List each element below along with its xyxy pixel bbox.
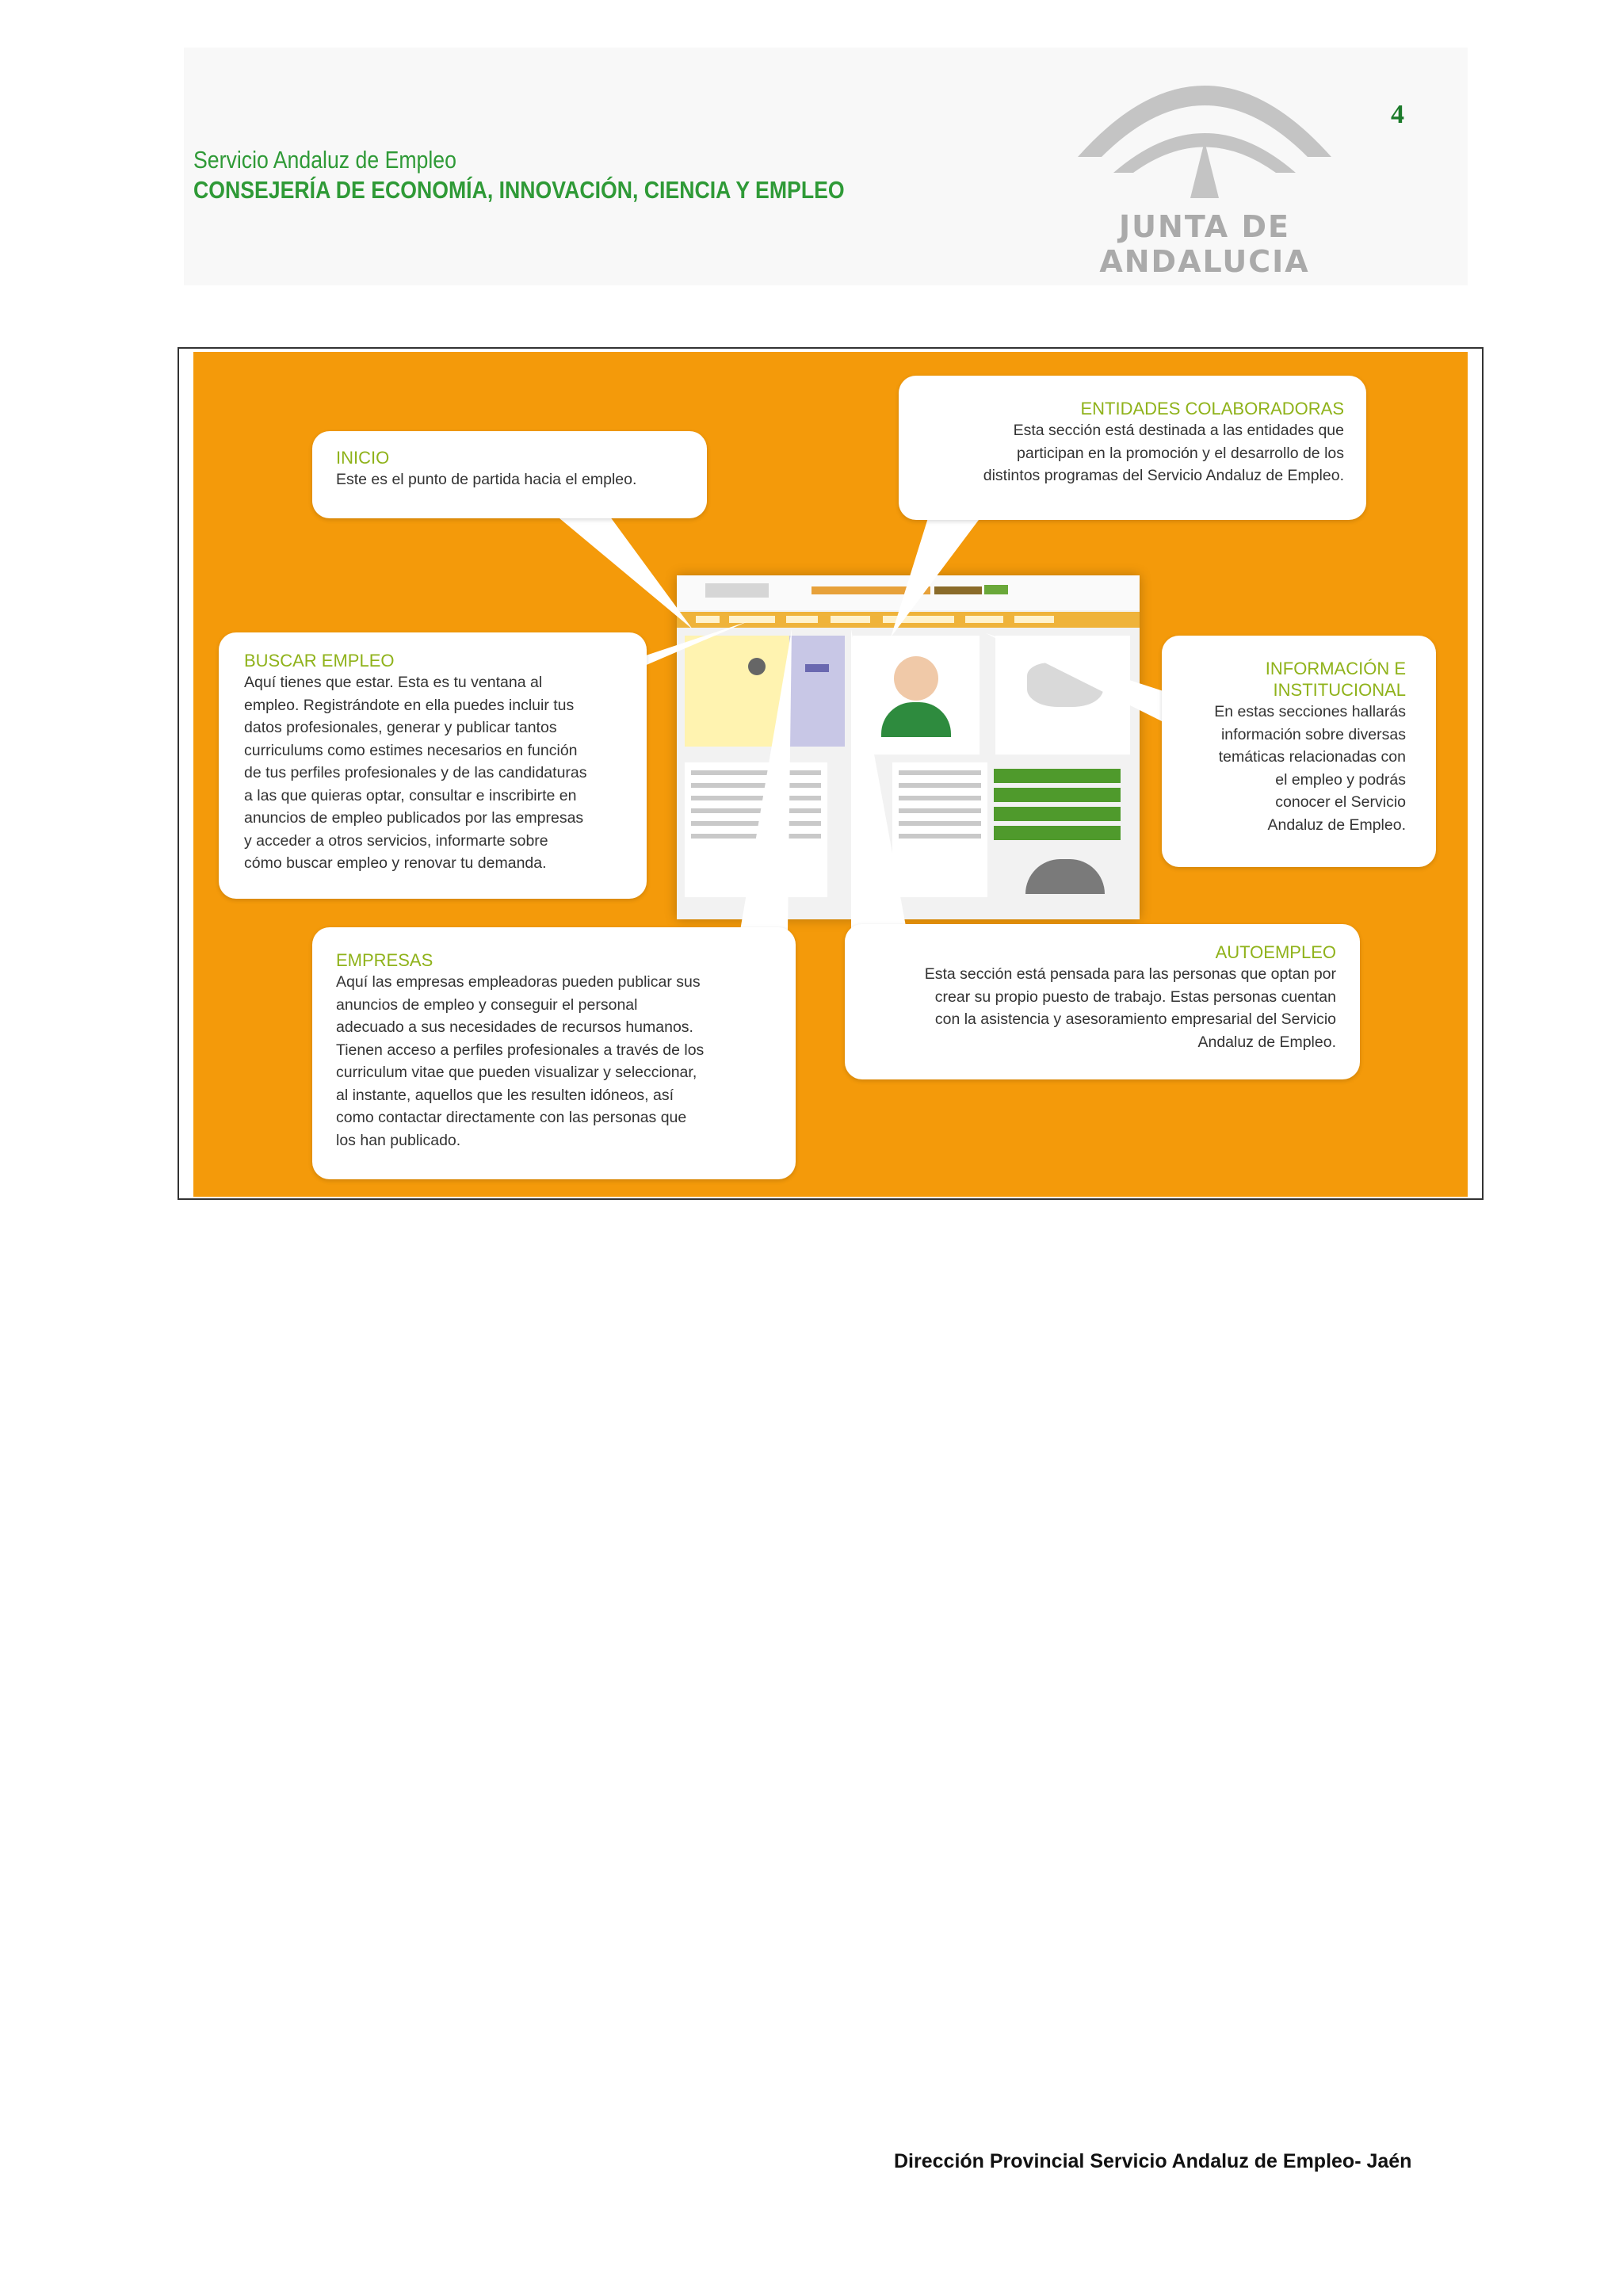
figure-frame: [178, 347, 1484, 1200]
callout-text: Aquí las empresas empleadoras pueden publicar sus anuncios de empleo y conseguir el personal adecuado a sus necesidades de recursos humanos. Tienen acceso a perfiles profesionales a través de los curriculum vitae que pueden visualizar y seleccionar, al instante, aquellos que les resulten idóneos, así como contactar directamente con las personas que los han publicado.: [336, 973, 705, 1149]
callout-inicio: [312, 431, 707, 518]
callout-title: INICIO: [336, 448, 390, 468]
callout-text: Aquí tienes que estar. Esta es tu ventana al empleo. Registrándote en ella puedes incluir tus datos profesionales, generar y publicar tantos curriculums como estimes necesarios en función de tus perfiles profesionales y de las candidaturas a las que quieras optar, consultar e inscribirte en anuncios de empleo publicados por las empresas y acceder a otros servicios, informarte sobre cómo buscar empleo y renovar tu demanda.: [244, 674, 587, 872]
junta-de-andalucia-logo: [1070, 62, 1339, 279]
department-name: CONSEJERÍA DE ECONOMÍA, INNOVACIÓN, CIENCIA Y EMPLEO: [193, 176, 845, 204]
callout-title: BUSCAR EMPLEO: [244, 651, 395, 670]
callout-autoempleo: [845, 924, 1360, 1079]
page-number: 4: [1391, 100, 1404, 129]
callout-title: INFORMACIÓN E INSTITUCIONAL: [1265, 659, 1406, 700]
callout-title: ENTIDADES COLABORADORAS: [1080, 399, 1344, 418]
callout-buscar-empleo: [219, 632, 647, 899]
callout-entidades-colaboradoras: [899, 376, 1366, 520]
callout-title: AUTOEMPLEO: [1215, 942, 1336, 962]
callout-empresas: [312, 927, 796, 1179]
callout-text: Este es el punto de partida hacia el empleo.: [336, 471, 637, 488]
arch-logo-icon: [1070, 62, 1339, 212]
callout-text: Esta sección está pensada para las personas que optan por crear su propio puesto de trabajo. Estas personas cuentan con la asistencia y asesoramiento empresarial del Servicio Andaluz de Empleo.: [924, 965, 1336, 1051]
callout-informacion-institucional: [1162, 636, 1436, 867]
logo-text: JUNTA DE ANDALUCIA: [1099, 209, 1310, 279]
portal-infographic: [193, 352, 1468, 1197]
callout-text: Esta sección está destinada a las entidades que participan en la promoción y el desarrollo de los distintos programas del Servicio Andaluz de Empleo.: [983, 422, 1344, 484]
org-name: Servicio Andaluz de Empleo: [193, 146, 456, 174]
callout-title: EMPRESAS: [336, 950, 433, 970]
page-footer: Dirección Provincial Servicio Andaluz de Empleo- Jaén: [894, 2150, 1412, 2172]
callout-text: En estas secciones hallarás información sobre diversas temáticas relacionadas con el empleo y podrás conocer el Servicio Andaluz de Empleo.: [1214, 703, 1406, 834]
